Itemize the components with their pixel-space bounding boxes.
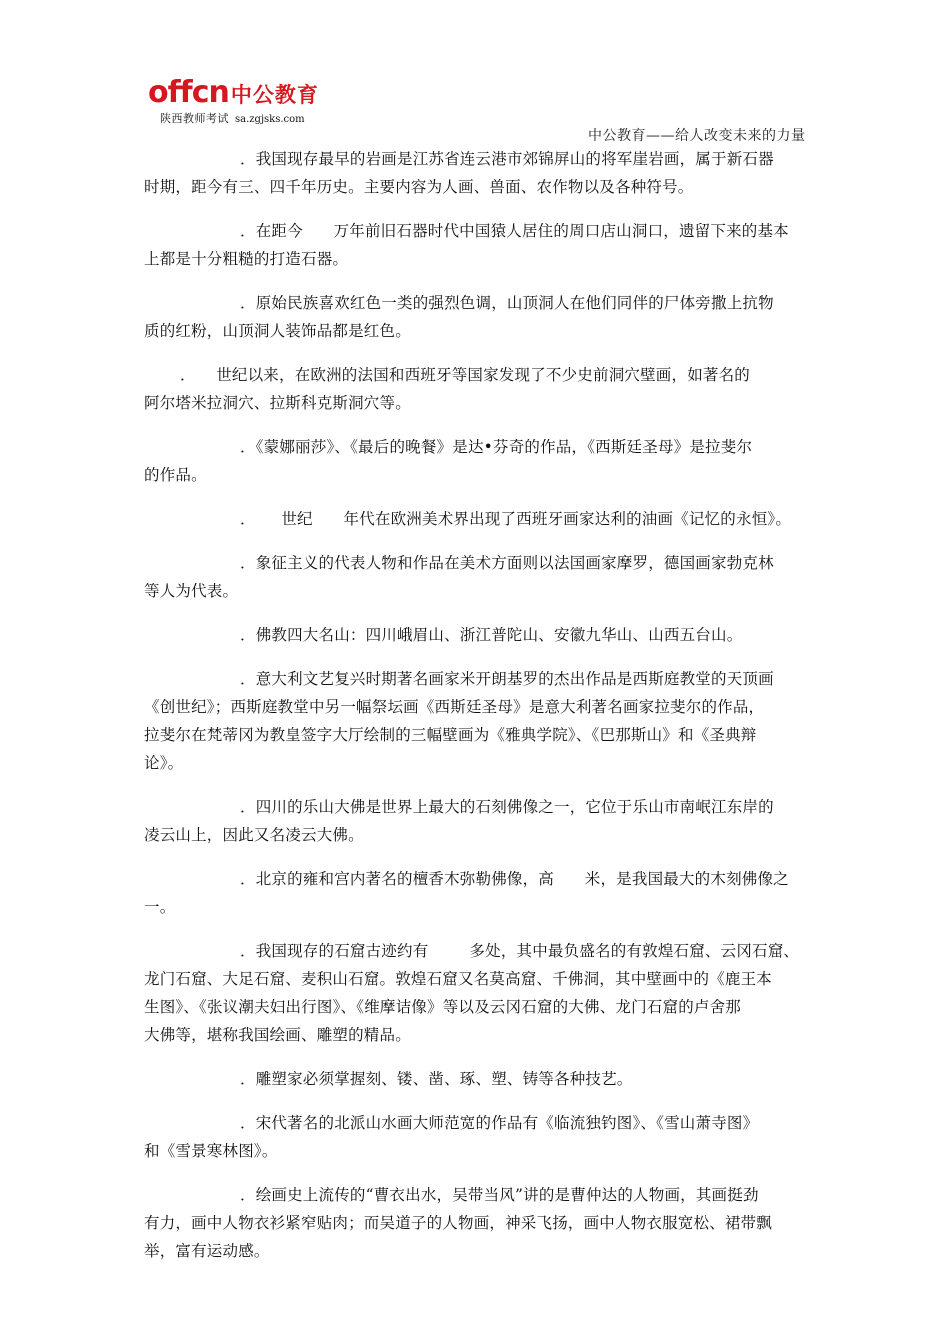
paragraph-first-line: ．我国现存的石窟古迹约有 多处，其中最负盛名的有敦煌石窟、云冈石窟、 bbox=[240, 942, 800, 960]
paragraph-line: 大佛等，堪称我国绘画、雕塑的精品。 bbox=[144, 1026, 411, 1044]
paragraph bbox=[144, 433, 809, 489]
logo-domain: sa.zgjsks.com bbox=[235, 114, 305, 125]
logo-offcn-text: offcn bbox=[148, 75, 229, 110]
paragraph bbox=[144, 549, 809, 605]
paragraph-first-line: ．原始民族喜欢红色一类的强烈色调，山顶洞人在他们同伴的尸体旁撒上抗物 bbox=[240, 294, 774, 312]
header-slogan: 中公教育——给人改变未来的力量 bbox=[588, 128, 806, 144]
paragraph bbox=[144, 793, 809, 849]
paragraph-line: 有力，画中人物衣衫紧窄贴肉；而吴道子的人物画，神采飞扬，画中人物衣服宽松、裙带飘 bbox=[144, 1214, 773, 1232]
paragraph bbox=[144, 1109, 809, 1165]
offcn-logo bbox=[148, 75, 328, 126]
paragraph-line: 阿尔塔米拉洞穴、拉斯科克斯洞穴等。 bbox=[144, 394, 411, 412]
paragraph-line: 生图》、《张议潮夫妇出行图》、《维摩诘像》等以及云冈石窟的大佛、龙门石窟的卢舍那 bbox=[144, 998, 742, 1016]
logo-cn-text: 中公教育 bbox=[230, 83, 319, 107]
paragraph-first-line: ．北京的雍和宫内著名的檀香木弥勒佛像，高 米，是我国最大的木刻佛像之 bbox=[240, 870, 789, 888]
paragraph bbox=[144, 289, 809, 345]
paragraph-line: 凌云山上，因此又名凌云大佛。 bbox=[144, 826, 364, 844]
paragraph-first-line: ．雕塑家必须掌握刻、镂、凿、琢、塑、铸等各种技艺。 bbox=[240, 1070, 633, 1088]
paragraph-line: 的作品。 bbox=[144, 466, 207, 484]
paragraph bbox=[144, 1181, 809, 1265]
paragraph-first-line: ．《蒙娜丽莎》、《最后的晚餐》是达•芬奇的作品，《西斯廷圣母》是拉斐尔 bbox=[240, 438, 753, 456]
paragraph-line: 龙门石窟、大足石窟、麦积山石窟。敦煌石窟又名莫高窟、千佛洞，其中壁画中的《鹿王本 bbox=[144, 970, 773, 988]
paragraph bbox=[144, 1065, 809, 1093]
paragraph bbox=[144, 505, 809, 533]
paragraph-line: 举，富有运动感。 bbox=[144, 1242, 270, 1260]
paragraph bbox=[144, 865, 809, 921]
paragraph-first-line: ．四川的乐山大佛是世界上最大的石刻佛像之一，它位于乐山市南岷江东岸的 bbox=[240, 798, 774, 816]
paragraph-line: 质的红粉，山顶洞人装饰品都是红色。 bbox=[144, 322, 411, 340]
paragraph-line: 拉斐尔在梵蒂冈为教皇签字大厅绘制的三幅壁画为《雅典学院》、《巴那斯山》和《圣典辩 bbox=[144, 726, 757, 744]
paragraph bbox=[144, 217, 809, 273]
paragraph-first-line: ．佛教四大名山：四川峨眉山、浙江普陀山、安徽九华山、山西五台山。 bbox=[240, 626, 743, 644]
logo-sub-text: 陕西教师考试 bbox=[160, 112, 229, 125]
paragraph-line: 一。 bbox=[144, 898, 176, 916]
paragraph-first-line: ．我国现存最早的岩画是江苏省连云港市郊锦屏山的将军崖岩画，属于新石器 bbox=[240, 150, 774, 168]
paragraph-first-line: ． 世纪以来，在欧洲的法国和西班牙等国家发现了不少史前洞穴壁画，如著名的 bbox=[180, 366, 751, 384]
paragraph-first-line: ．意大利文艺复兴时期著名画家米开朗基罗的杰出作品是西斯庭教堂的天顶画 bbox=[240, 670, 774, 688]
paragraph-first-line: ．象征主义的代表人物和作品在美术方面则以法国画家摩罗，德国画家勃克林 bbox=[240, 554, 774, 572]
paragraph-line: 论》。 bbox=[144, 754, 184, 772]
paragraph-line: 等人为代表。 bbox=[144, 582, 239, 600]
paragraph bbox=[144, 361, 809, 417]
logo-subtitle bbox=[160, 110, 305, 126]
paragraph-line: 《创世纪》；西斯庭教堂中另一幅祭坛画《西斯廷圣母》是意大利著名画家拉斐尔的作品， bbox=[144, 698, 765, 716]
paragraph-line: 时期，距今有三、四千年历史。主要内容为人画、兽面、农作物以及各种符号。 bbox=[144, 178, 694, 196]
document-body bbox=[144, 145, 809, 1281]
paragraph bbox=[144, 145, 809, 201]
paragraph-first-line: ． 世纪 年代在欧洲美术界出现了西班牙画家达利的油画《记忆的永恒》。 bbox=[240, 510, 792, 528]
paragraph-line: 和《雪景寒林图》。 bbox=[144, 1142, 278, 1160]
paragraph bbox=[144, 621, 809, 649]
paragraph-first-line: ．绘画史上流传的“曹衣出水，吴带当风”讲的是曹仲达的人物画，其画挺劲 bbox=[240, 1186, 759, 1204]
logo-wordmark bbox=[148, 75, 319, 110]
paragraph-line: 上都是十分粗糙的打造石器。 bbox=[144, 250, 349, 268]
paragraph bbox=[144, 665, 809, 777]
paragraph bbox=[144, 937, 809, 1049]
paragraph-first-line: ．在距今 万年前旧石器时代中国猿人居住的周口店山洞口，遗留下来的基本 bbox=[240, 222, 789, 240]
paragraph-first-line: ．宋代著名的北派山水画大师范宽的作品有《临流独钓图》、《雪山萧寺图》 bbox=[240, 1114, 759, 1132]
